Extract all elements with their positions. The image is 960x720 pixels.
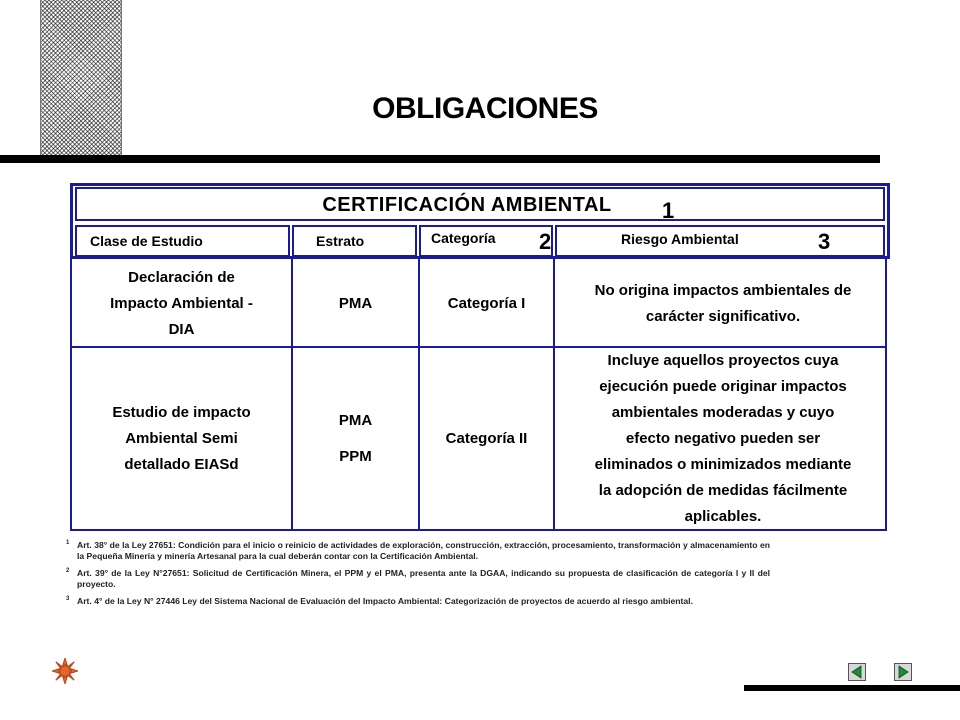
row1-riesgo-line: carácter significativo. bbox=[645, 307, 801, 325]
footnote-marker-1: 1 bbox=[662, 198, 675, 223]
row2-clase-cell bbox=[72, 348, 291, 529]
footnote-text: Condición para el inicio o reinicio de actividades de exploración, construcción, extracción, procesamiento, transformación y almacenamiento en la Pequeña Minería y minería Artesanal para la cual deberán contar con la Certificación Ambiental. bbox=[77, 540, 770, 561]
certification-title-box bbox=[75, 187, 885, 221]
row2-riesgo-line: la adopción de medidas fácilmente bbox=[598, 481, 848, 499]
row1-clase-line: Declaración de bbox=[128, 268, 235, 286]
header-estrato bbox=[292, 225, 417, 257]
row2-riesgo-line: ejecución puede originar impactos bbox=[599, 377, 847, 395]
row2-riesgo-line: aplicables. bbox=[684, 507, 762, 525]
footnote-marker-3: 3 bbox=[818, 229, 831, 254]
header-estrato-label: Estrato bbox=[316, 233, 365, 249]
header-riesgo-label: Riesgo Ambiental bbox=[621, 231, 739, 247]
row1-estrato: PMA bbox=[338, 294, 373, 312]
title-rule bbox=[0, 155, 880, 163]
row2-categoria: Categoría II bbox=[445, 429, 528, 447]
nav-next-icon[interactable] bbox=[894, 663, 912, 681]
row1-riesgo-line: No origina impactos ambientales de bbox=[594, 281, 852, 299]
row2-clase-line: Ambiental Semi bbox=[125, 429, 238, 447]
row2-estrato-cell bbox=[293, 348, 418, 529]
row2-categoria-cell bbox=[420, 348, 553, 529]
hatched-decoration bbox=[40, 0, 122, 158]
row2-estrato: PMA bbox=[338, 411, 373, 429]
row2-estrato: PPM bbox=[339, 447, 372, 465]
header-categoria bbox=[419, 225, 553, 257]
footnote-marker-2: 2 bbox=[539, 229, 552, 254]
row2-riesgo-line: eliminados o minimizados mediante bbox=[594, 455, 852, 473]
row1-clase-cell bbox=[72, 261, 291, 346]
row2-riesgo-line: efecto negativo pueden ser bbox=[625, 429, 821, 447]
row2-riesgo-line: ambientales moderadas y cuyo bbox=[611, 403, 835, 421]
header-riesgo-ambiental bbox=[555, 225, 885, 257]
footnote-text: Solicitud de Certificación Minera, el PPM y el PMA, presenta ante la DGAA, indicando su propuesta de clasificación de categoría I y II del proyecto. bbox=[77, 568, 770, 589]
bottom-rule bbox=[744, 685, 960, 691]
footnote-mark: 3 bbox=[66, 596, 70, 602]
footnote-2 bbox=[66, 568, 770, 590]
row1-riesgo-cell bbox=[555, 261, 891, 346]
row1-clase-line: DIA bbox=[168, 320, 195, 338]
footnote-reference: Art. 4° de la Ley N° 27446 bbox=[77, 596, 180, 606]
header-clase-label: Clase de Estudio bbox=[90, 233, 203, 249]
footnotes bbox=[66, 540, 770, 613]
certification-title: CERTIFICACIÓN AMBIENTAL bbox=[322, 194, 612, 216]
row1-clase-line: Impacto Ambiental - bbox=[110, 294, 253, 312]
row2-riesgo-cell bbox=[555, 348, 891, 529]
header-clase-de-estudio bbox=[75, 225, 290, 257]
row2-clase-line: Estudio de impacto bbox=[112, 403, 251, 421]
footnote-reference: Art. 39° de la Ley N°27651: bbox=[77, 568, 190, 578]
nav-previous-icon[interactable] bbox=[848, 663, 866, 681]
footnote-mark: 1 bbox=[66, 540, 70, 546]
row1-estrato-cell bbox=[293, 261, 418, 346]
footnote-reference: Art. 38° de la Ley 27651: bbox=[77, 540, 176, 550]
footnote-text: Ley del Sistema Nacional de Evaluación del Impacto Ambiental: Categorización de proyectos de acuerdo al riesgo ambiental. bbox=[179, 596, 693, 606]
row2-clase-line: detallado EIASd bbox=[124, 455, 239, 473]
row1-categoria: Categoría I bbox=[447, 294, 526, 312]
row2-riesgo-line: Incluye aquellos proyectos cuya bbox=[607, 351, 839, 369]
footnote-1 bbox=[66, 540, 770, 562]
footnote-mark: 2 bbox=[66, 568, 70, 574]
slide-title: OBLIGACIONES bbox=[372, 92, 598, 125]
footnote-3 bbox=[66, 596, 770, 607]
sun-icon[interactable] bbox=[52, 658, 78, 684]
row1-categoria-cell bbox=[420, 261, 553, 346]
header-categoria-label: Categoría bbox=[431, 230, 496, 246]
